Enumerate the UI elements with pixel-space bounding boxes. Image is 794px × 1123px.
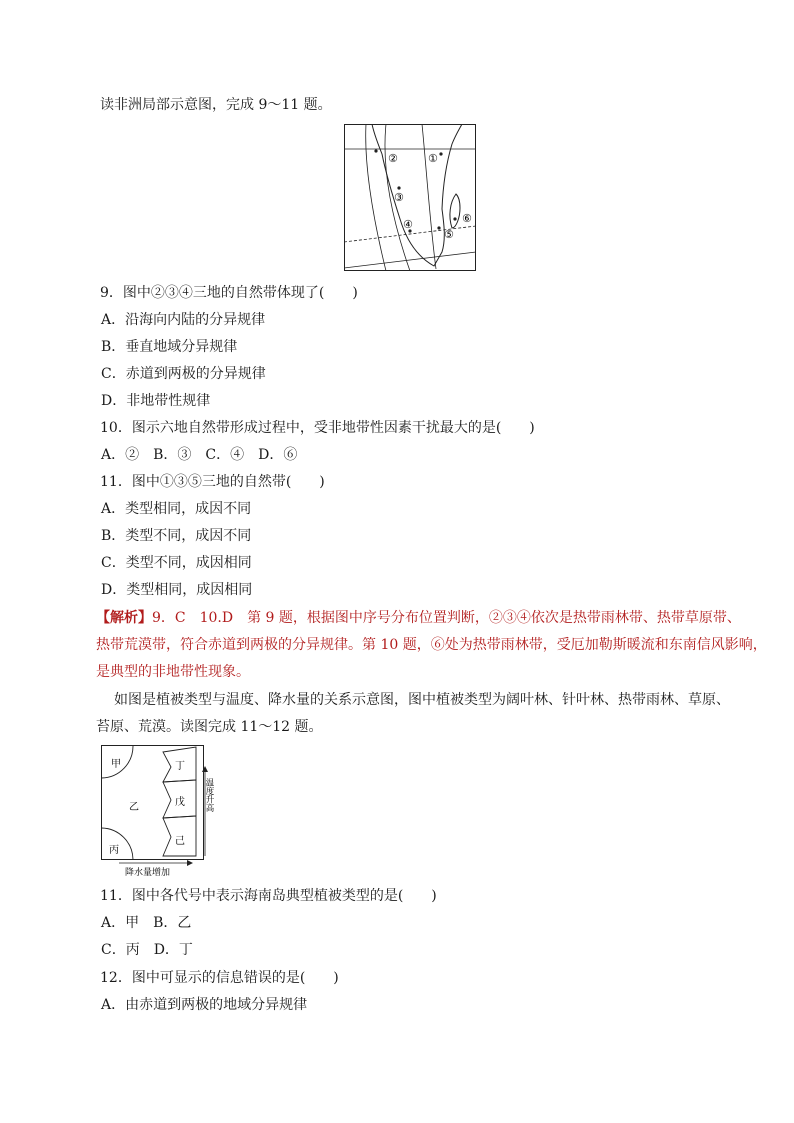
question-12-option-a: A．由赤道到两极的地域分异规律 [101,997,308,1013]
question-9-option-b: B．垂直地域分异规律 [101,339,238,355]
marker-3: ③ [394,191,404,204]
question-9-option-d: D．非地带性规律 [101,393,211,409]
intro-text: 读非洲局部示意图，完成 9～11 题。 [100,97,332,113]
precipitation-arrowhead [187,860,193,866]
analysis-line-2: 热带荒漠带，符合赤道到两极的分异规律。第 10 题，⑥处为热带雨林带，受厄加勒斯暖流和东南信风影响， [96,637,767,653]
question-11-option-c: C．类型不同，成因相同 [101,555,252,571]
location-dot-1 [439,152,442,155]
y-axis-label: 温度升高 [204,778,214,812]
analysis-text-1: 9．C 10.D 第 9 题，根据图中序号分布位置判断，②③④依次是热带雨林带、热带草原带、 [152,610,741,626]
x-axis-label: 降水量增加 [125,868,171,878]
analysis-line-1 [96,609,741,627]
question-11b-options-ab: A．甲 B．乙 [101,915,192,931]
question-11-option-b: B．类型不同，成因不同 [101,528,252,544]
marker-4: ④ [403,218,413,231]
question-11b-stem: 11．图中各代号中表示海南岛典型植被类型的是( ) [100,888,437,904]
label-jia: 甲 [111,759,121,770]
location-dot-2 [374,149,377,152]
intro-2-line-1: 如图是植被类型与温度、降水量的关系示意图，图中植被类型为阔叶林、针叶林、热带雨林、草原、 [114,692,730,708]
location-dot-5 [437,226,440,229]
question-9-stem: 9．图中②③④三地的自然带体现了( ) [100,285,358,301]
question-9-option-a: A．沿海向内陆的分异规律 [101,312,266,328]
intro-2-line-2: 苔原、荒漠。读图完成 11～12 题。 [96,719,323,735]
question-11-option-a: A．类型相同，成因不同 [101,501,252,517]
label-ding: 丁 [175,761,185,772]
location-dot-3 [397,186,400,189]
marker-2: ② [388,152,398,165]
label-wu: 戊 [175,797,185,808]
label-bing: 丙 [109,845,119,856]
marker-5: ⑤ [444,228,454,241]
marker-6: ⑥ [462,212,472,225]
label-ji: 己 [175,836,185,847]
marker-1: ① [428,152,438,165]
analysis-tag: 【解析】 [96,610,152,626]
question-11b-options-cd: C．丙 D．丁 [101,942,193,958]
vegetation-diagram-figure [99,744,217,880]
question-10-options: A．② B．③ C．④ D．⑥ [101,447,298,463]
question-10-stem: 10．图示六地自然带形成过程中，受非地带性因素干扰最大的是( ) [100,420,535,436]
analysis-line-3: 是典型的非地带性现象。 [96,664,250,680]
question-11-option-d: D．类型相同，成因相同 [101,582,253,598]
question-9-option-c: C．赤道到两极的分异规律 [101,366,266,382]
question-11-stem: 11．图中①③⑤三地的自然带( ) [100,474,325,490]
question-12-stem: 12．图中可显示的信息错误的是( ) [100,970,339,986]
africa-map-figure [344,124,476,271]
location-dot-6 [453,217,456,220]
label-yi: 乙 [129,802,139,813]
